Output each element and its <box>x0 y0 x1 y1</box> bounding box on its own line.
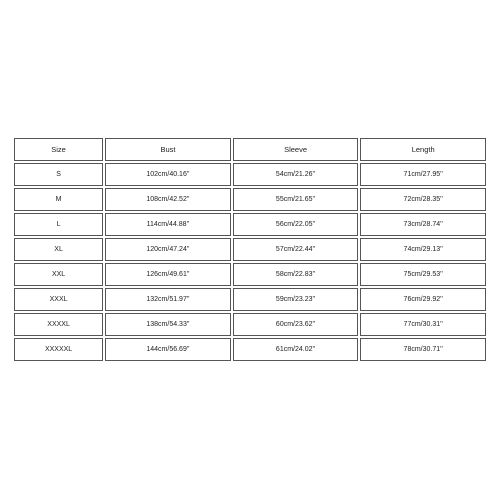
cell-size: S <box>14 163 103 186</box>
cell-sleeve: 61cm/24.02'' <box>233 338 359 361</box>
cell-size: XXXXXL <box>14 338 103 361</box>
cell-sleeve: 56cm/22.05'' <box>233 213 359 236</box>
cell-size: XXXXL <box>14 313 103 336</box>
cell-length: 77cm/30.31'' <box>360 313 486 336</box>
cell-length: 75cm/29.53'' <box>360 263 486 286</box>
table-row <box>14 288 486 311</box>
cell-bust: 114cm/44.88'' <box>105 213 231 236</box>
cell-length: 78cm/30.71'' <box>360 338 486 361</box>
cell-size: XXXL <box>14 288 103 311</box>
cell-sleeve: 58cm/22.83'' <box>233 263 359 286</box>
cell-size: XL <box>14 238 103 261</box>
cell-sleeve: 57cm/22.44'' <box>233 238 359 261</box>
size-chart-table <box>12 136 488 363</box>
column-header-bust: Bust <box>105 138 231 161</box>
cell-size: M <box>14 188 103 211</box>
table-row <box>14 163 486 186</box>
cell-length: 74cm/29.13'' <box>360 238 486 261</box>
cell-bust: 102cm/40.16'' <box>105 163 231 186</box>
table-row <box>14 263 486 286</box>
table-row <box>14 213 486 236</box>
cell-bust: 144cm/56.69'' <box>105 338 231 361</box>
cell-bust: 120cm/47.24'' <box>105 238 231 261</box>
cell-size: XXL <box>14 263 103 286</box>
cell-size: L <box>14 213 103 236</box>
cell-bust: 126cm/49.61'' <box>105 263 231 286</box>
size-chart-body <box>14 163 486 361</box>
cell-sleeve: 55cm/21.65'' <box>233 188 359 211</box>
cell-sleeve: 54cm/21.26'' <box>233 163 359 186</box>
header-row <box>14 138 486 161</box>
column-header-sleeve: Sleeve <box>233 138 359 161</box>
column-header-length: Length <box>360 138 486 161</box>
cell-length: 71cm/27.95'' <box>360 163 486 186</box>
cell-length: 72cm/28.35'' <box>360 188 486 211</box>
cell-bust: 138cm/54.33'' <box>105 313 231 336</box>
cell-sleeve: 60cm/23.62'' <box>233 313 359 336</box>
cell-bust: 132cm/51.97'' <box>105 288 231 311</box>
table-row <box>14 313 486 336</box>
table-row <box>14 338 486 361</box>
cell-length: 76cm/29.92'' <box>360 288 486 311</box>
cell-sleeve: 59cm/23.23'' <box>233 288 359 311</box>
size-chart-header <box>14 138 486 161</box>
table-row <box>14 238 486 261</box>
cell-bust: 108cm/42.52'' <box>105 188 231 211</box>
table-row <box>14 188 486 211</box>
cell-length: 73cm/28.74'' <box>360 213 486 236</box>
column-header-size: Size <box>14 138 103 161</box>
